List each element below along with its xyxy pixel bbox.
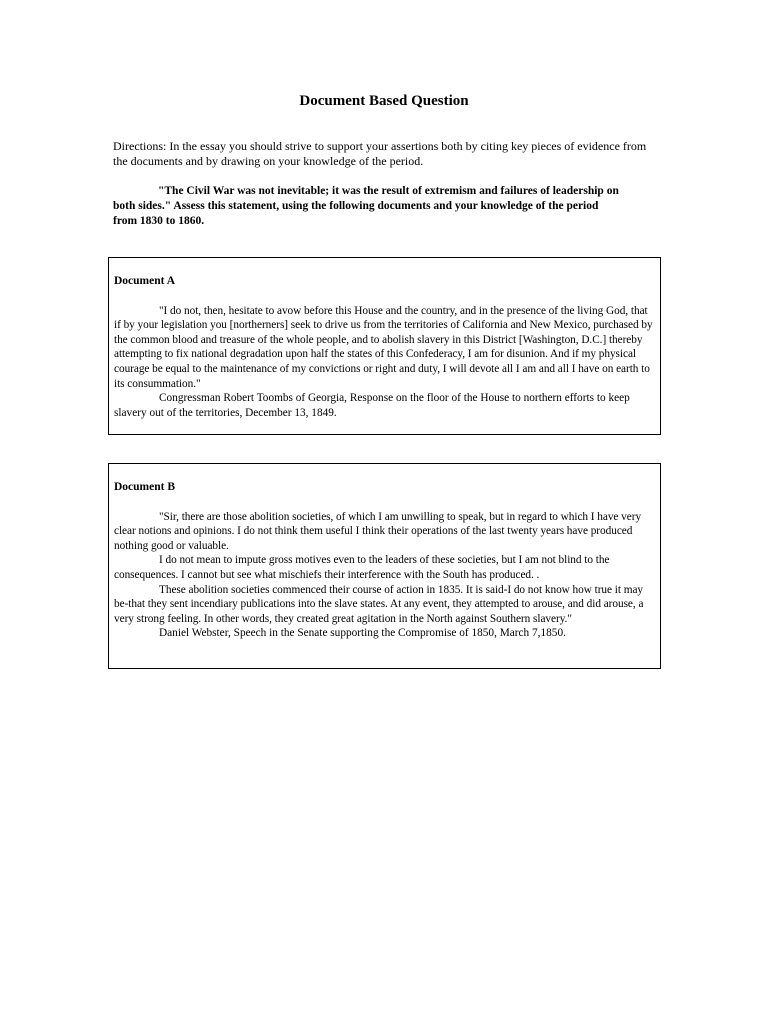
document-a-paragraph: "I do not, then, hesitate to avow before this House and the country, and in the presence of the living God, that if by your legislation you [northerners] seek to drive us from the territories of California and New Mexico, purchased by the common blood and treasure of the whole people, and to abolish slavery in this District [Washington, D.C.] thereby attempting to fix national degradation upon half the states of this Confederacy, I am for disunion. And if my physical courage be equal to the maintenance of my convictions or right and duty, I will devote all I am and all I have on earth to its consummation." bbox=[114, 304, 653, 390]
document-b-paragraph: "Sir, there are those abolition societies, of which I am unwilling to speak, but in regard to which I have very clear notions and opinions. I do not think them useful I think their operations of the last twenty years have produced nothing good or valuable. bbox=[114, 510, 642, 552]
document-b-source: Daniel Webster, Speech in the Senate supporting the Compromise of 1850, March 7,1850. bbox=[159, 627, 566, 640]
document-a-box bbox=[108, 257, 661, 435]
page-title: Document Based Question bbox=[299, 93, 469, 109]
document-b-box bbox=[108, 463, 661, 669]
document-a-source: Congressman Robert Toombs of Georgia, Response on the floor of the House to northern efforts to keep slavery out of the territories, December 13, 1849. bbox=[114, 392, 630, 419]
essay-prompt: "The Civil War was not inevitable; it was the result of extremism and failures of leadership on both sides." Assess this statement, using the following documents and your knowledge of the period from 1830 to 1860. bbox=[113, 185, 619, 227]
directions-text: Directions: In the essay you should strive to support your assertions both by citing key pieces of evidence from the documents and by drawing on your knowledge of the period. bbox=[113, 139, 647, 168]
document-b-heading: Document B bbox=[114, 481, 176, 493]
document-b-paragraph: These abolition societies commenced their course of action in 1835. It is said-I do not know how true it may be-that they sent incendiary publications into the slave states. At any event, they attempted to arouse, and did arouse, a very strong feeling. In other words, they created great agitation in the North against Southern slavery." bbox=[114, 583, 644, 625]
document-b-paragraph: I do not mean to impute gross motives even to the leaders of these societies, but I am not blind to the consequences. I cannot but see what mischiefs their interference with the South has produced. . bbox=[114, 554, 610, 581]
document-a-heading: Document A bbox=[114, 275, 176, 287]
